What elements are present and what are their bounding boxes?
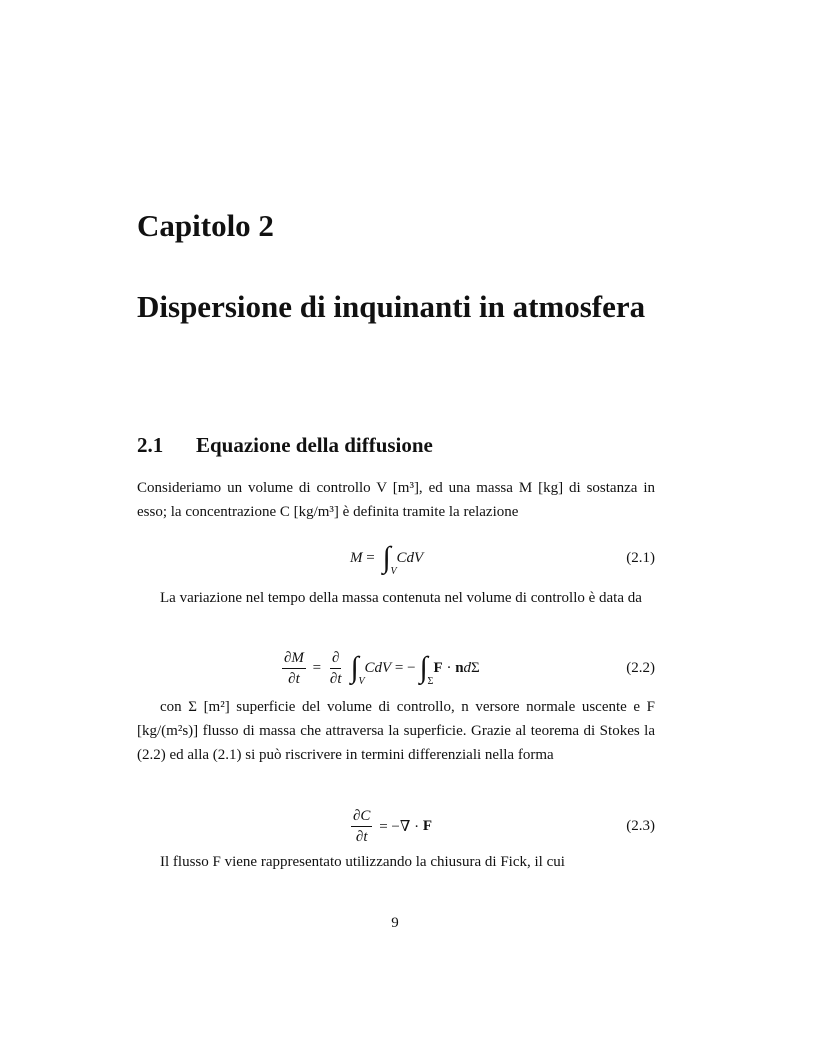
paragraph-1 bbox=[137, 476, 655, 524]
paragraph-4-text: Il flusso F viene rappresentato utilizzando la chiusura di Fick, il cui bbox=[160, 854, 565, 870]
section-title: Equazione della diffusione bbox=[196, 433, 433, 457]
paragraph-1-text: Consideriamo un volume di controllo V [m³], ed una massa M [kg] di sostanza in esso; la concentrazione C [kg/m³] è definita tramite la relazione bbox=[137, 480, 655, 520]
equation-2-1-number: (2.1) bbox=[626, 549, 655, 566]
section-heading bbox=[137, 430, 433, 460]
paragraph-2 bbox=[137, 586, 655, 610]
equation-2-2: $\frac{\partial M}{\partial t}$ = $\frac{\partial}{\partial t}$ ∫ V CdV = − ∫ Σ F · n d Σ (2.2) bbox=[137, 643, 655, 693]
equation-2-1: M = ∫ V CdV (2.1) bbox=[137, 533, 655, 583]
page-number: 9 bbox=[391, 915, 399, 931]
paragraph-4 bbox=[137, 850, 655, 874]
chapter-title: Dispersione di inquinanti in atmosfera bbox=[137, 289, 646, 324]
equation-2-2-number: (2.2) bbox=[626, 659, 655, 676]
paragraph-3-text: con Σ [m²] superficie del volume di controllo, n versore normale uscente e F [kg/(m²s)] flusso di massa che attraversa la superficie. Grazie al teorema di Stokes la (2.2) ed alla (2.1) si può riscrivere in termini differenziali nella forma bbox=[137, 699, 655, 763]
equation-2-3-number: (2.3) bbox=[626, 817, 655, 834]
chapter-label: Capitolo 2 bbox=[137, 208, 274, 243]
paragraph-2-text: La variazione nel tempo della massa contenuta nel volume di controllo è data da bbox=[160, 590, 642, 606]
section-number: 2.1 bbox=[137, 433, 164, 457]
equation-2-3: $\frac{\partial C}{\partial t}$ = −∇ · F (2.3) bbox=[137, 801, 655, 851]
paragraph-3 bbox=[137, 695, 655, 767]
